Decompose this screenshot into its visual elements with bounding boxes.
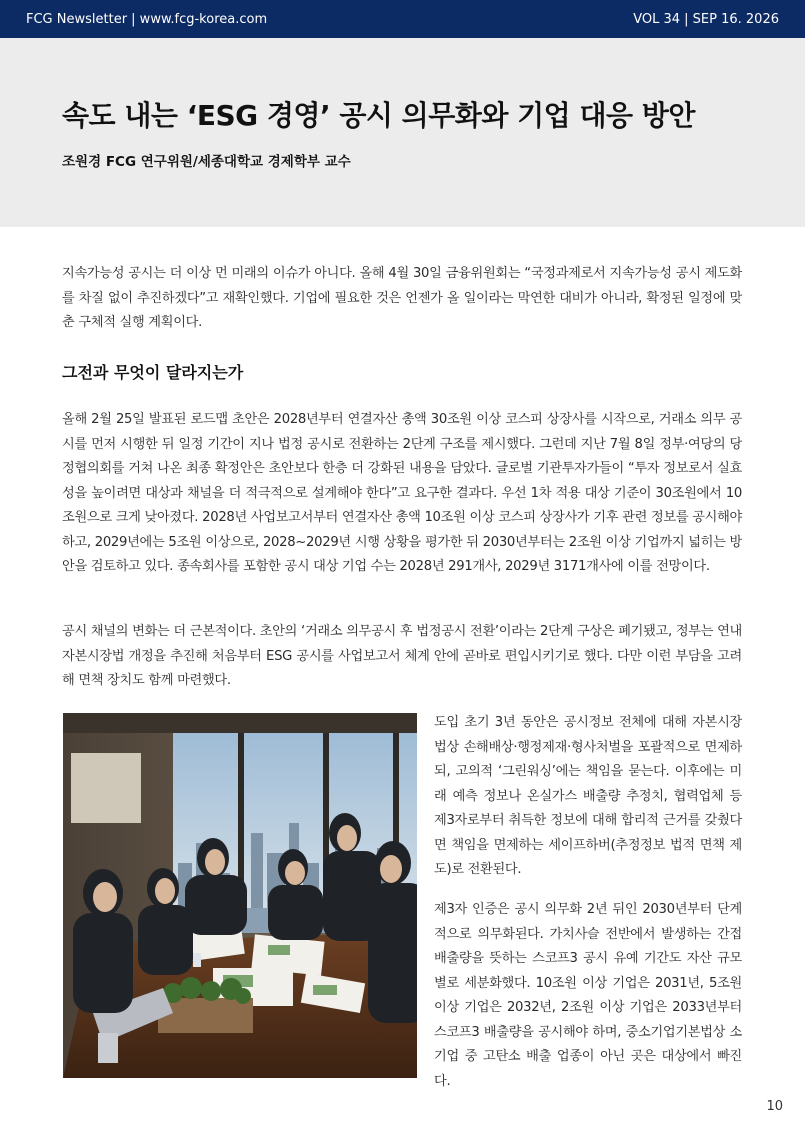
article-author: 조원경 FCG 연구위원/세종대학교 경제학부 교수 <box>62 154 351 170</box>
issue-date-label: VOL 34 | SEP 16. 2026 <box>633 12 779 27</box>
column-paragraph-2: 제3자 인증은 공시 의무화 2년 뒤인 2030년부터 단계적으로 의무화된다. 가치사슬 전반에서 발생하는 간접 배출량을 뜻하는 스코프3 공시 유예 기간도 자산 규모별로 세분화했다. 10조원 이상 기업은 2031년, 5조원 이상 기업은 2032년, 2조원 이상 기업은 2033년부터 스코프3 배출량을 공시해야 하며, 중소기업기본법상 소기업 중 고탄소 배출 업종이 아닌 곳은 대상에서 빠진다. <box>434 902 742 1089</box>
body-paragraph-2: 공시 채널의 변화는 더 근본적이다. 초안의 ‘거래소 의무공시 후 법정공시 전환’이라는 2단계 구상은 폐기됐고, 정부는 연내 자본시장법 개정을 추진해 처음부터 ESG 공시를 사업보고서 체계 안에 곧바로 편입시키기로 했다. 다만 이런 부담을 고려해 면책 장치도 함께 마련했다. <box>62 624 742 688</box>
meeting-photo <box>63 713 417 1078</box>
title-banner <box>0 38 805 227</box>
newsletter-header-bar <box>0 0 805 38</box>
section-heading: 그전과 무엇이 달라지는가 <box>62 363 244 382</box>
body-paragraph-1: 올해 2월 25일 발표된 로드맵 초안은 2028년부터 연결자산 총액 30조원 이상 코스피 상장사를 시작으로, 거래소 의무 공시를 먼저 시행한 뒤 일정 기간이 지나 법정 공시로 전환하는 2단계 구조를 제시했다. 그런데 지난 7월 8일 정부·여당의 당정협의회를 거쳐 나온 최종 확정안은 초안보다 한층 더 강화된 내용을 담았다. 글로벌 기관투자가들이 “투자 정보로서 실효성을 높이려면 대상과 채널을 더 적극적으로 설계해야 한다”고 요구한 결과다. 우선 1차 적용 대상 기준이 30조원에서 10조원으로 크게 낮아졌다. 2028년 사업보고서부터 연결자산 총액 10조원 이상 코스피 상장사가 기후 관련 정보를 공시해야 하고, 2029년에는 5조원 이상으로, 2028~2029년 시행 상황을 평가한 뒤 2030년부터는 2조원 이상 기업까지 넓히는 방안을 검토하고 있다. 종속회사를 포함한 공시 대상 기업 수는 2028년 291개사, 2029년 3171개사에 이를 전망이다. <box>62 412 742 574</box>
intro-paragraph: 지속가능성 공시는 더 이상 먼 미래의 이슈가 아니다. 올해 4월 30일 금융위원회는 “국정과제로서 지속가능성 공시 제도화를 차질 없이 추진하겠다”고 재확인했다. 기업에 필요한 것은 언젠가 올 일이라는 막연한 대비가 아니라, 확정된 일정에 맞춘 구체적 실행 계획이다. <box>62 266 742 330</box>
page-number: 10 <box>766 1099 783 1114</box>
newsletter-site-label: FCG Newsletter | www.fcg-korea.com <box>26 12 268 27</box>
article-title: 속도 내는 ‘ESG 경영’ 공시 의무화와 기업 대응 방안 <box>62 99 695 132</box>
column-paragraph-1: 도입 초기 3년 동안은 공시정보 전체에 대해 자본시장법상 손해배상·행정제재·형사처벌을 포괄적으로 면제하되, 고의적 ‘그린워싱’에는 책임을 묻는다. 이후에는 미래 예측 정보나 온실가스 배출량 추정치, 협력업체 등 제3자로부터 취득한 정보에 대해 합리적 근거를 갖췄다면 책임을 면제하는 세이프하버(추정정보 법적 면책 제도)로 전환된다. <box>434 715 742 877</box>
